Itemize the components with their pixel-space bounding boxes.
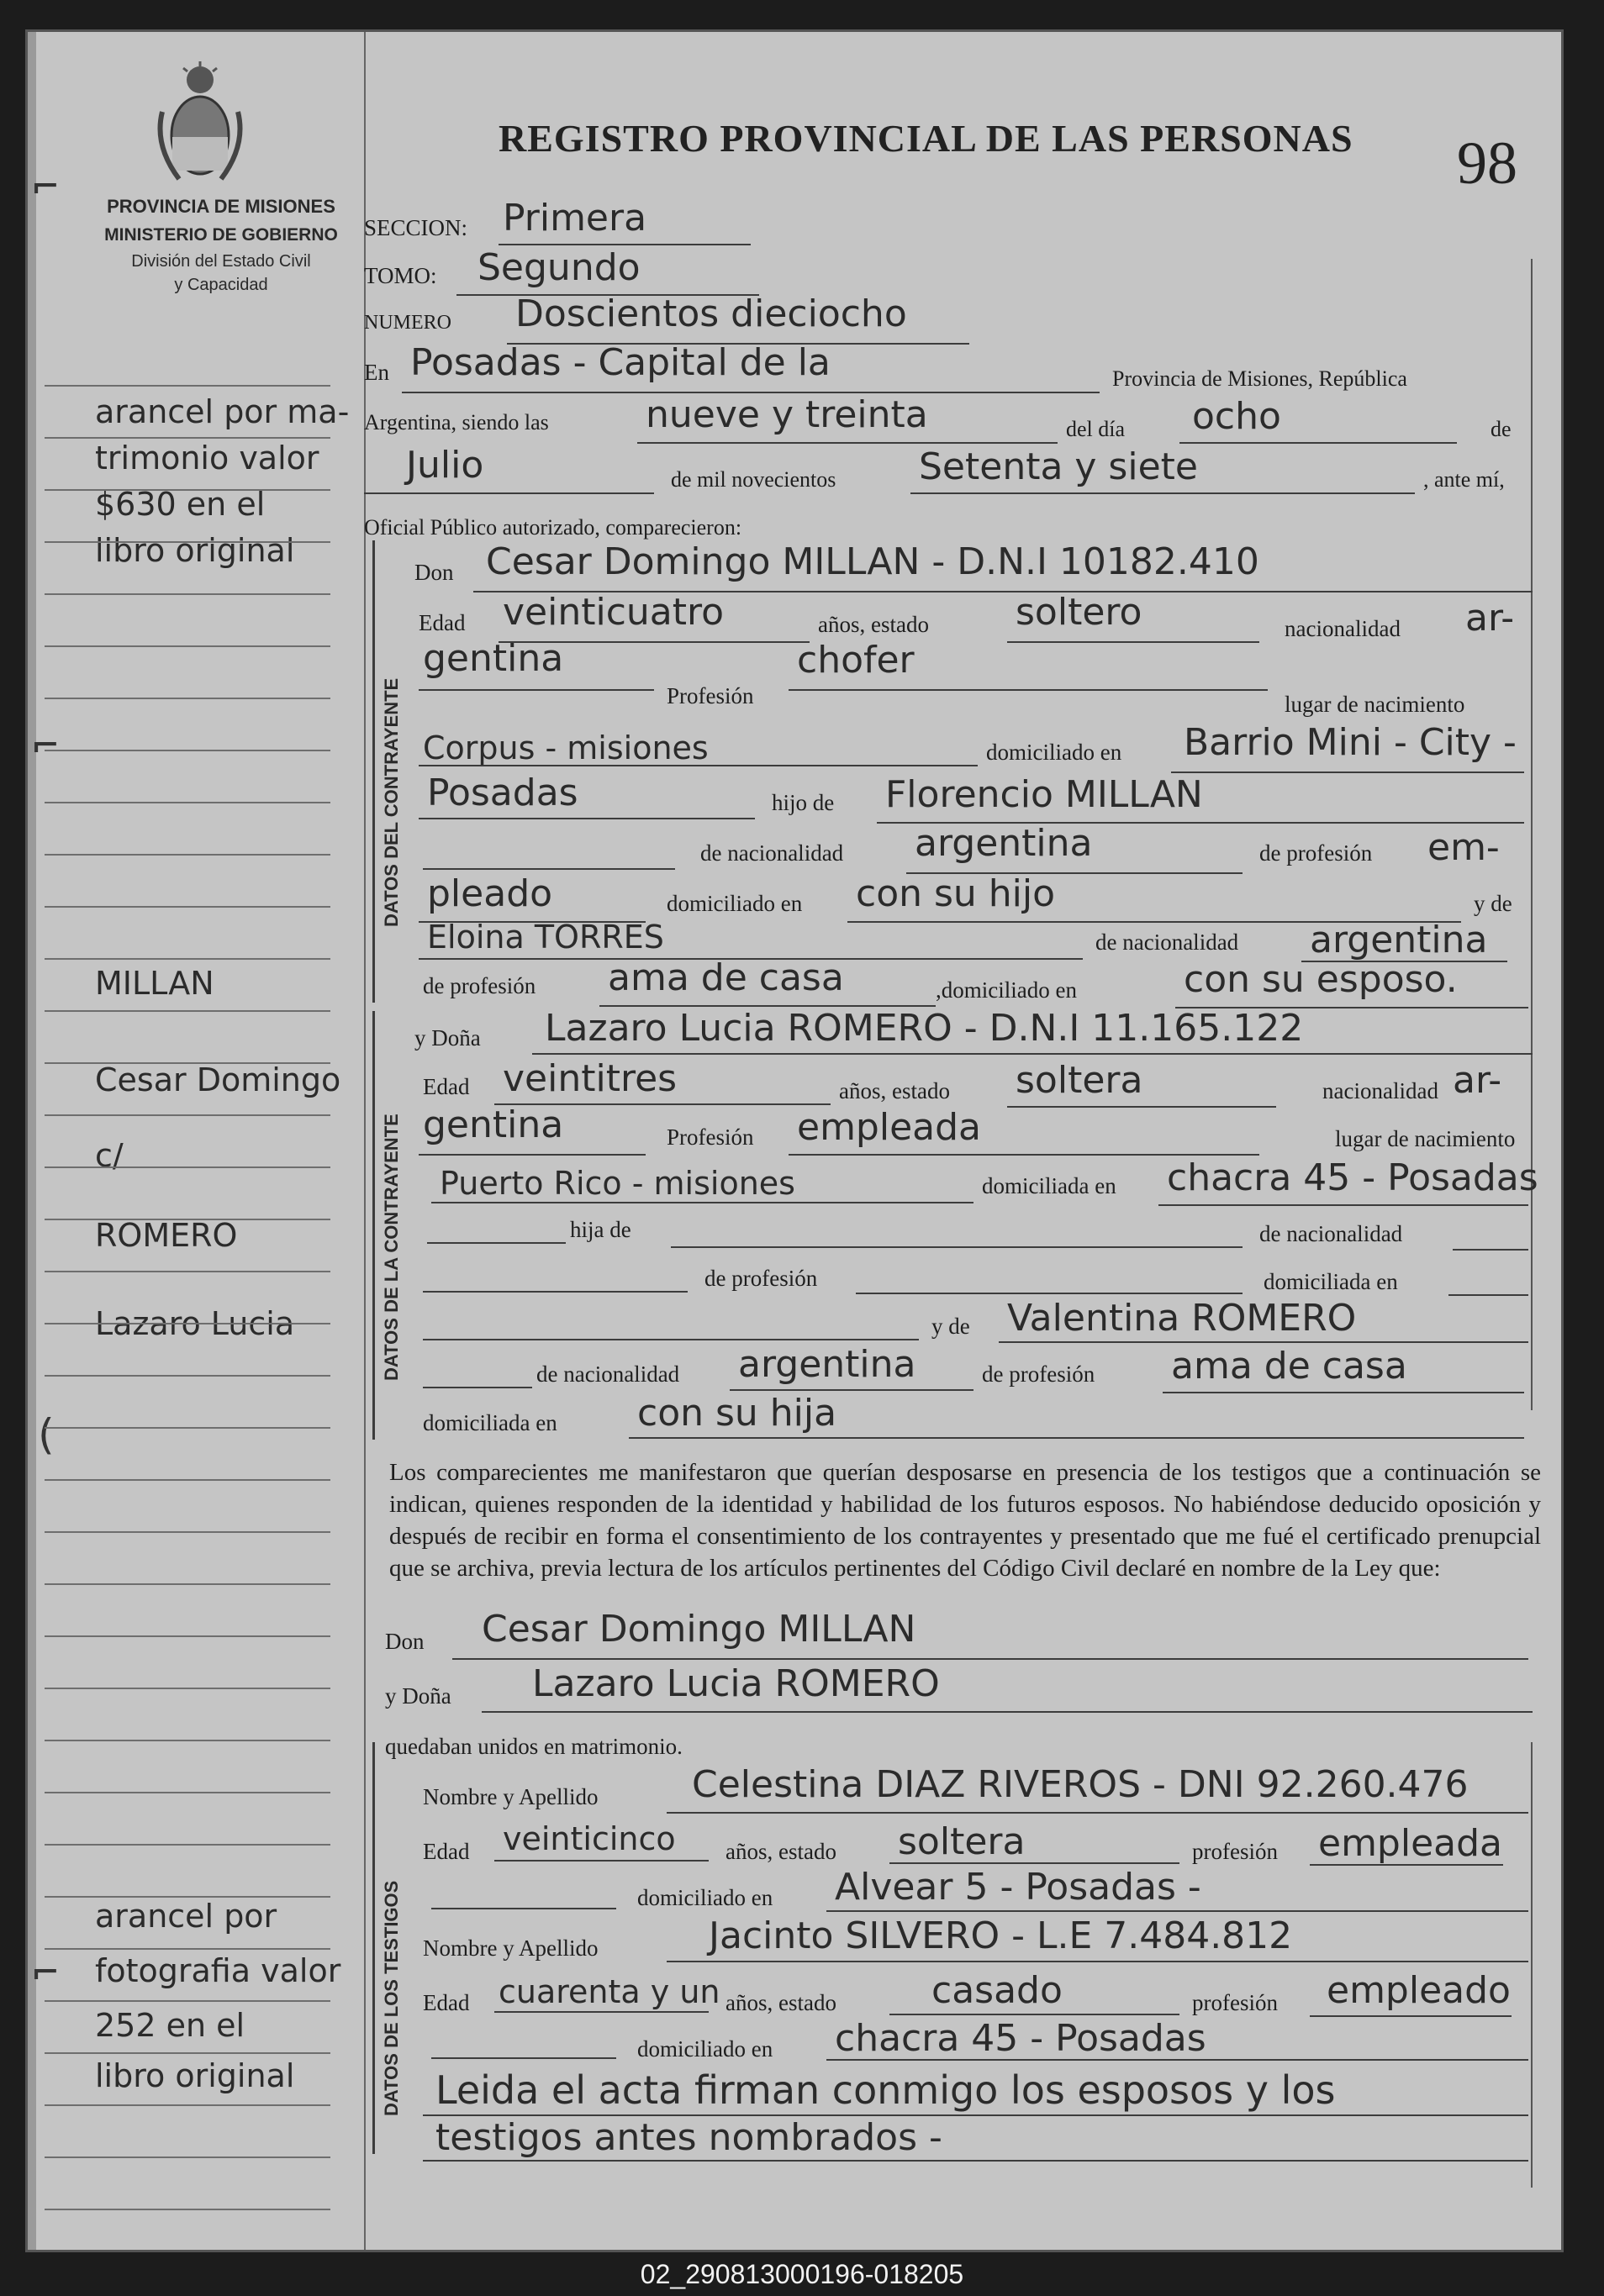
- margin-ruled-line: [45, 1427, 330, 1429]
- margin-ruled-line: [45, 1219, 330, 1220]
- margin-ruled-line: [45, 1896, 330, 1898]
- fill-line: [1310, 1864, 1503, 1866]
- estado-label: años, estado: [818, 612, 929, 637]
- margin-ruled-line: [45, 1948, 330, 1950]
- margin-ruled-line: [45, 854, 330, 856]
- padre-value: Florencio MILLAN: [885, 773, 1203, 816]
- fill-line: [431, 2057, 616, 2059]
- domicilio-value: chacra 45 - Posadas: [1167, 1156, 1538, 1199]
- page-number: 98: [1457, 129, 1517, 197]
- margin-ruled-line: [45, 1635, 330, 1637]
- margin-ruled-line: [45, 593, 330, 595]
- numero-label: NUMERO: [364, 312, 452, 334]
- profesion-label: Profesión: [667, 1124, 754, 1150]
- don-label: Don: [414, 560, 454, 585]
- madre-value: Valentina ROMERO: [1007, 1297, 1357, 1340]
- margin-name-1: Cesar Domingo: [95, 1061, 341, 1098]
- margin-note-line: arancel por ma-: [95, 393, 350, 430]
- madre-dom-value: con su esposo.: [1184, 958, 1458, 1001]
- margin-surname-2: ROMERO: [95, 1217, 238, 1254]
- en-label: En: [364, 360, 389, 385]
- binding-ring: (: [33, 1410, 59, 1459]
- madre-dom-label: ,domiciliado en: [936, 977, 1077, 1003]
- estado-label: años, estado: [839, 1078, 950, 1103]
- fill-line: [856, 1293, 1243, 1294]
- unidos-label: quedaban unidos en matrimonio.: [385, 1734, 683, 1759]
- margin-ruled-line: [45, 385, 330, 387]
- don-value: Cesar Domingo MILLAN - D.N.I 10182.410: [486, 540, 1259, 583]
- fill-line: [1453, 1249, 1528, 1251]
- lugar-label: lugar de nacimiento: [1285, 692, 1465, 717]
- margin-ruled-line: [45, 1688, 330, 1689]
- fill-line: [423, 868, 675, 870]
- madre-nac-label: de nacionalidad: [536, 1361, 680, 1387]
- margin-note-line: libro original: [95, 532, 295, 569]
- t1-estado-value: soltera: [898, 1820, 1026, 1863]
- fill-line: [789, 689, 1268, 691]
- de-label: de: [1491, 417, 1512, 441]
- madre-dom-value: con su hija: [637, 1392, 837, 1435]
- fill-line: [1163, 1392, 1524, 1393]
- margin-note-line: trimonio valor: [95, 440, 319, 477]
- fill-line: [826, 1910, 1528, 1912]
- fill-line: [826, 2059, 1528, 2061]
- fill-line: [671, 1246, 1243, 1248]
- anio-label: de mil novecientos: [671, 467, 836, 492]
- padre-dom-value: con su hijo: [856, 872, 1056, 915]
- lugar-value: Corpus - misiones: [423, 729, 709, 766]
- mes-value: Julio: [406, 444, 484, 487]
- t1-nombre-label: Nombre y Apellido: [423, 1784, 599, 1809]
- hija-label: hija de: [570, 1217, 631, 1242]
- anio-value: Setenta y siete: [919, 445, 1198, 488]
- estado-value: soltera: [1016, 1059, 1143, 1102]
- oficial-label: Oficial Público autorizado, comparecieron:: [364, 515, 742, 540]
- t2-prof-value: empleado: [1327, 1969, 1511, 2012]
- profesion-value: chofer: [797, 639, 915, 682]
- dona-label: y Doña: [414, 1025, 481, 1051]
- fill-line: [889, 1862, 1179, 1864]
- margin-note-line: 252 en el: [95, 2007, 245, 2044]
- margin-ruled-line: [45, 1740, 330, 1741]
- padre-dom-label: domiciliada en: [1264, 1269, 1398, 1294]
- en-value: Posadas - Capital de la: [410, 341, 831, 384]
- margin-ruled-line: [45, 1010, 330, 1012]
- contrayenta-section-label: DATOS DE LA CONTRAYENTE: [381, 1114, 402, 1381]
- binding-edge: [28, 32, 36, 2250]
- padre-prof-label: de profesión: [1259, 840, 1373, 866]
- margin-ruled-line: [45, 489, 330, 491]
- division-label-2: y Capacidad: [174, 276, 268, 294]
- fill-line: [889, 2014, 1179, 2015]
- fill-line: [667, 1812, 1528, 1814]
- margin-surname-1: MILLAN: [95, 965, 214, 1002]
- madre-dom-label: domiciliada en: [423, 1410, 557, 1435]
- t2-estado-label: años, estado: [725, 1990, 836, 2015]
- y-de-label: y de: [931, 1314, 970, 1339]
- fill-line: [494, 2011, 709, 2013]
- margin-ruled-line: [45, 1792, 330, 1793]
- image-id-caption: 02_290813000196-018205: [640, 2259, 964, 2289]
- edad-value: veintitres: [503, 1057, 678, 1100]
- margin-ruled-line: [45, 1271, 330, 1272]
- padre-nac-value: argentina: [915, 822, 1093, 865]
- margin-note-line: fotografia valor: [95, 1952, 341, 1989]
- edad-label: Edad: [419, 610, 466, 635]
- tomo-label: TOMO:: [364, 263, 437, 288]
- tomo-value: Segundo: [478, 246, 641, 289]
- padre-prof-value-2: pleado: [427, 872, 553, 915]
- hijo-label: hijo de: [772, 790, 835, 815]
- t2-edad-value: cuarenta y un: [499, 1973, 720, 2010]
- nacionalidad-label: nacionalidad: [1322, 1078, 1438, 1103]
- decl-dona-value: Lazaro Lucia ROMERO: [532, 1662, 940, 1705]
- fill-line: [419, 1154, 646, 1156]
- margin-ruled-line: [45, 958, 330, 960]
- margin-note-line: arancel por: [95, 1898, 277, 1935]
- domicilio-value: Barrio Mini - City -: [1184, 721, 1517, 764]
- madre-nac-label: de nacionalidad: [1095, 929, 1239, 955]
- margin-conj: c/: [95, 1137, 124, 1174]
- margin-ruled-line: [45, 1375, 330, 1377]
- nacionalidad-label: nacionalidad: [1285, 616, 1401, 641]
- madre-nac-value: argentina: [738, 1343, 916, 1386]
- province-label: PROVINCIA DE MISIONES: [107, 196, 335, 217]
- fill-line: [419, 765, 978, 766]
- fill-line: [1007, 1106, 1276, 1108]
- fill-line: [431, 1202, 973, 1203]
- contrayente-section-label: DATOS DEL CONTRAYENTE: [381, 677, 402, 927]
- margin-ruled-line: [45, 2104, 330, 2106]
- province-caption: Provincia de Misiones, República: [1112, 366, 1407, 391]
- edad-label: Edad: [423, 1074, 470, 1099]
- lugar-value: Puerto Rico - misiones: [440, 1165, 795, 1202]
- t2-estado-value: casado: [931, 1969, 1063, 2012]
- margin-ruled-line: [45, 437, 330, 439]
- edad-value: veinticuatro: [503, 591, 725, 634]
- t1-dom-label: domiciliado en: [637, 1885, 773, 1910]
- fill-line: [1310, 2015, 1512, 2017]
- fill-line: [452, 1658, 1528, 1660]
- fill-line: [482, 1711, 1533, 1713]
- fill-line: [730, 1389, 973, 1391]
- fill-line: [423, 1339, 919, 1340]
- right-rule: [1531, 1742, 1533, 2188]
- padre-prof-label: de profesión: [704, 1266, 818, 1291]
- nacionalidad-value-2: gentina: [423, 637, 564, 680]
- t2-dom-label: domiciliado en: [637, 2036, 773, 2062]
- fill-line: [427, 1242, 566, 1244]
- domicilio-label: domiciliado en: [986, 740, 1122, 765]
- t1-prof-value: empleada: [1318, 1822, 1503, 1865]
- fill-line: [1171, 771, 1524, 773]
- margin-ruled-line: [45, 906, 330, 908]
- declaration-paragraph: Los comparecientes me manifestaron que querían desposarse en presencia de los testigos que a continuación se indican, quienes responden de la identidad y habilidad de los futuros esposos. No habiéndose deducido oposición y después de recibir en forma el consentimiento de los contrayentes y presentado que me fué el certificado prenupcial que se archiva, previa lectura de los artículos pertinentes del Código Civil declaré en nombre de la Ley que:: [389, 1459, 1541, 1582]
- fill-line: [637, 442, 1058, 444]
- decl-dona-label: y Doña: [385, 1683, 451, 1709]
- nacionalidad-value: ar-: [1453, 1059, 1502, 1102]
- margin-ruled-line: [45, 645, 330, 647]
- t1-edad-label: Edad: [423, 1839, 470, 1864]
- fill-line: [499, 244, 751, 245]
- fill-line: [1448, 1294, 1528, 1296]
- dia-value: ocho: [1192, 395, 1281, 438]
- domicilio-label: domiciliada en: [982, 1173, 1116, 1198]
- page-title: REGISTRO PROVINCIAL DE LAS PERSONAS: [499, 117, 1353, 160]
- fill-line: [789, 1154, 1259, 1156]
- estado-value: soltero: [1016, 591, 1142, 634]
- binding-ring: ⌐: [33, 1948, 59, 1997]
- t1-edad-value: veinticinco: [503, 1820, 676, 1857]
- padre-prof-value: em-: [1427, 826, 1500, 869]
- decl-don-label: Don: [385, 1629, 425, 1654]
- fill-line: [1158, 1204, 1528, 1206]
- del-dia-label: del día: [1066, 417, 1126, 441]
- margin-ruled-line: [45, 1114, 330, 1116]
- fill-line: [423, 1387, 532, 1388]
- fill-line: [364, 492, 654, 494]
- seccion-label: SECCION:: [364, 215, 468, 240]
- margin-ruled-line: [45, 1062, 330, 1064]
- margin-ruled-line: [45, 698, 330, 699]
- binding-ring: ⌐: [33, 721, 59, 770]
- margin-name-2: Lazaro Lucia: [95, 1305, 295, 1342]
- ministry-label: MINISTERIO DE GOBIERNO: [104, 225, 338, 245]
- madre-prof-label: de profesión: [423, 973, 536, 998]
- domicilio-value-2: Posadas: [427, 771, 578, 814]
- margin-ruled-line: [45, 1479, 330, 1481]
- profesion-value: empleada: [797, 1106, 982, 1149]
- seccion-value: Primera: [503, 197, 647, 240]
- fill-line: [423, 1291, 688, 1293]
- margin-ruled-line: [45, 541, 330, 543]
- madre-value: Eloina TORRES: [427, 919, 664, 956]
- margin-note-line: libro original: [95, 2057, 295, 2094]
- t2-nombre-label: Nombre y Apellido: [423, 1935, 599, 1961]
- nacionalidad-value: ar-: [1465, 597, 1515, 640]
- decl-don-value: Cesar Domingo MILLAN: [482, 1608, 916, 1651]
- closing-line-2: testigos antes nombrados -: [435, 2116, 942, 2159]
- padre-nac-label: de nacionalidad: [700, 840, 844, 866]
- margin-ruled-line: [45, 802, 330, 803]
- margin-ruled-line: [45, 750, 330, 751]
- margin-ruled-line: [45, 1531, 330, 1533]
- t1-prof-label: profesión: [1192, 1839, 1278, 1864]
- t2-edad-label: Edad: [423, 1990, 470, 2015]
- closing-line-1: Leida el acta firman conmigo los esposos y los: [435, 2067, 1336, 2113]
- numero-value: Doscientos dieciocho: [515, 292, 907, 335]
- fill-line: [667, 1961, 1528, 1962]
- fill-line: [419, 818, 755, 819]
- margin-ruled-line: [45, 1583, 330, 1585]
- t2-dom-value: chacra 45 - Posadas: [835, 2017, 1206, 2060]
- t1-dom-value: Alvear 5 - Posadas -: [835, 1866, 1201, 1909]
- margin-ruled-line: [45, 1166, 330, 1168]
- margin-ruled-line: [45, 2052, 330, 2054]
- margin-ruled-line: [45, 2209, 330, 2210]
- padre-dom-label: domiciliado en: [667, 891, 803, 916]
- fill-line: [532, 1053, 1533, 1055]
- profesion-label: Profesión: [667, 683, 754, 708]
- fill-line: [431, 1908, 616, 1909]
- right-rule: [1531, 259, 1533, 1410]
- madre-prof-label: de profesión: [982, 1361, 1095, 1387]
- fill-line: [910, 492, 1415, 494]
- padre-nac-label: de nacionalidad: [1259, 1221, 1403, 1246]
- dona-value: Lazaro Lucia ROMERO - D.N.I 11.165.122: [545, 1007, 1304, 1050]
- fill-line: [1007, 641, 1259, 643]
- testigos-section-label: DATOS DE LOS TESTIGOS: [381, 1880, 402, 2116]
- margin-ruled-line: [45, 2000, 330, 2002]
- argentina-label: Argentina, siendo las: [364, 410, 549, 434]
- margin-ruled-line: [45, 1844, 330, 1846]
- fill-line: [999, 1341, 1528, 1343]
- hora-value: nueve y treinta: [646, 393, 928, 436]
- margin-ruled-line: [45, 1323, 330, 1324]
- fill-line: [423, 2160, 1528, 2162]
- madre-prof-value: ama de casa: [608, 956, 844, 999]
- fill-line: [629, 1437, 1524, 1439]
- t2-nombre-value: Jacinto SILVERO - L.E 7.484.812: [709, 1914, 1293, 1957]
- coat-of-arms-icon: [154, 61, 246, 187]
- lugar-label: lugar de nacimiento: [1335, 1126, 1516, 1151]
- nacionalidad-value-2: gentina: [423, 1103, 564, 1146]
- t2-prof-label: profesión: [1192, 1990, 1278, 2015]
- fill-line: [494, 1860, 709, 1862]
- register-page: [25, 29, 1564, 2252]
- binding-ring: ⌐: [33, 162, 59, 211]
- madre-nac-value: argentina: [1310, 919, 1488, 961]
- madre-prof-value: ama de casa: [1171, 1345, 1407, 1388]
- fill-line: [419, 689, 654, 691]
- division-label: División del Estado Civil: [131, 252, 311, 271]
- ante-label: , ante mí,: [1423, 467, 1505, 492]
- t1-estado-label: años, estado: [725, 1839, 836, 1864]
- t1-nombre-value: Celestina DIAZ RIVEROS - DNI 92.260.476: [692, 1763, 1469, 1806]
- margin-ruled-line: [45, 2156, 330, 2158]
- fill-line: [1179, 442, 1457, 444]
- y-de-label: y de: [1474, 891, 1512, 916]
- margin-note-line: $630 en el: [95, 486, 266, 523]
